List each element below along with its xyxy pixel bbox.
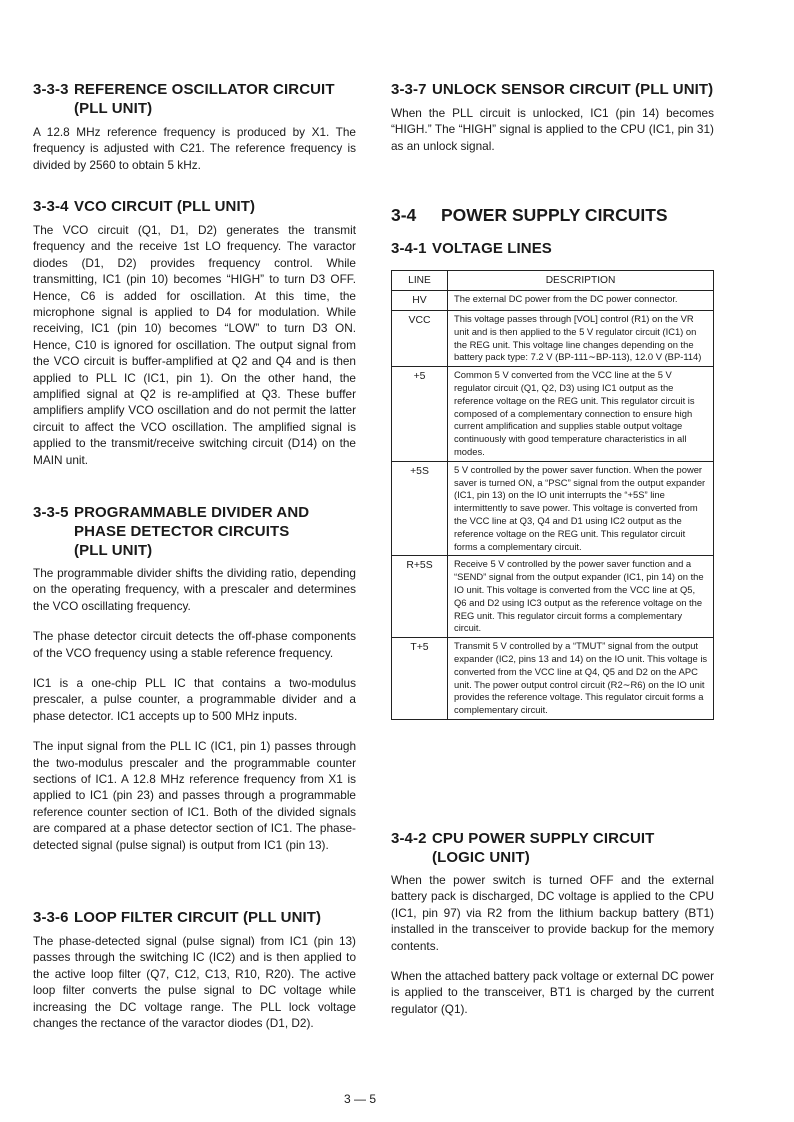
page-number: 3 — 5 [343, 1092, 376, 1106]
section-number: 3-3-4 [33, 198, 69, 215]
table-row [392, 291, 714, 311]
table-row [392, 367, 714, 462]
section-number: 3-4-1 [391, 240, 427, 257]
section-paragraph: The input signal from the PLL IC (IC1, pin 1) passes through the two-modulus prescaler and the programmable counter sections of IC1. A 12.8 MHz reference frequency from X1 is applied to IC1 (pin 23) and passes through a programmable reference counter section of IC1. Both of the divided signals are compared at a phase detector section of IC1. The phase-detected signal (pulse signal) is output from IC1 (pin 13). [33, 739, 356, 852]
section-number: 3-3-5 [33, 504, 69, 521]
section-3-3-3 [33, 80, 356, 173]
section-number: 3-3-7 [391, 81, 427, 98]
description-cell: Receive 5 V controlled by the power saver function and a “SEND” signal from the output expander (IC1, pin 14) on the IO unit. This voltage is converted from the VCC line at Q5, Q6 and D2 using IC3 output as the reference voltage on the REG unit. This regulator circuit forms a complementary circuit. [448, 556, 714, 638]
section-3-3-7 [391, 80, 714, 154]
section-3-4 [391, 204, 714, 226]
section-heading [391, 80, 714, 99]
column-header-line: LINE [392, 271, 448, 291]
section-body: The VCO circuit (Q1, D1, D2) generates the transmit frequency and the receive 1st LO frequency. The varactor diodes (D1, D2) provides frequency control. While transmitting, IC1 (pin 10) becomes “HIGH” to turn D3 OFF. Hence, C6 is added for oscillation. At this time, the microphone signal is applied to D4 for modulation. While receiving, IC1 (pin 10) becomes “LOW” to turn D3 ON. Hence, C10 is ignored for oscillation. The output signal from the VCO circuit is buffer-amplified at Q2 and Q4 and is then applied to PLL IC (IC1, pin 1). On the other hand, the amplified signal at Q2 is re-amplified at Q3. These buffer amplifiers amplify VCO oscillation and do not permit the latter circuit to affect the VCO oscillation. The amplified signal is applied to the transmit/receive switching circuit (D14) on the MAIN unit. [33, 223, 356, 467]
description-cell: Transmit 5 V controlled by a “TMUT” signal from the output expander (IC2, pins 13 and 14) on the IO unit. This voltage is converted from the VCC line at Q4, Q5 and D2 on the APC unit. The power output control circuit (R2∼R6) on the IO unit provides the reference voltage. This regulator circuit forms a complementary circuit. [448, 638, 714, 720]
section-number: 3-3-3 [33, 81, 69, 98]
section-title-line1: CPU POWER SUPPLY CIRCUIT [432, 830, 655, 847]
table-row [392, 311, 714, 367]
section-title-line2: (LOGIC UNIT) [432, 849, 530, 866]
description-cell: 5 V controlled by the power saver function. When the power saver is turned ON, a “PSC” signal from the output expander (IC1, pin 13) on the IO unit interrupts the “+5S” line intermittently to save power. This voltage is converted from the VCC line at Q3, Q4 and D1 using IC2 output as the reference voltage on the REG unit. This regulator circuit forms a complementary circuit. [448, 461, 714, 556]
section-paragraph: The phase detector circuit detects the off-phase components of the VCO frequency using a stable reference frequency. [33, 629, 356, 660]
table-row [392, 461, 714, 556]
section-number: 3-4-2 [391, 830, 427, 847]
section-heading [33, 197, 356, 216]
chapter-title: POWER SUPPLY CIRCUITS [441, 205, 668, 225]
description-cell: Common 5 V converted from the VCC line at the 5 V regulator circuit (Q1, Q2, D3) using IC1 output as the reference voltage on the REG unit. This regulator circuit is composed of a complementary connection to ensure high current amplification and supplies stable output voltage continuously with good temperature characteristics in all modes. [448, 367, 714, 462]
line-cell: T+5 [392, 638, 448, 720]
line-cell: +5S [392, 461, 448, 556]
section-body: When the PLL circuit is unlocked, IC1 (pin 14) becomes “HIGH.” The “HIGH” signal is applied to the CPU (IC1, pin 31) as an unlock signal. [391, 106, 714, 153]
section-title-line1: UNLOCK SENSOR CIRCUIT (PLL UNIT) [432, 81, 714, 98]
section-title-line1: VCO CIRCUIT (PLL UNIT) [74, 198, 256, 215]
line-cell: VCC [392, 311, 448, 367]
section-number: 3-3-6 [33, 909, 69, 926]
section-body: A 12.8 MHz reference frequency is produced by X1. The frequency is adjusted with C21. The reference frequency is divided by 2560 to obtain 5 kHz. [33, 125, 356, 172]
description-cell: The external DC power from the DC power connector. [448, 291, 714, 311]
line-cell: HV [392, 291, 448, 311]
column-header-description: DESCRIPTION [448, 271, 714, 291]
section-paragraph: IC1 is a one-chip PLL IC that contains a two-modulus prescaler, a pulse counter, a programmable divider and a phase detector. IC1 accepts up to 500 MHz inputs. [33, 676, 356, 723]
section-body: The phase-detected signal (pulse signal) from IC1 (pin 13) passes through the switching IC (IC2) and is then applied to the active loop filter (Q7, C12, C13, R10, R20). The active loop filter converts the pulse signal to DC voltage while increasing the DC voltage range. The PLL lock voltage changes the rectance of the varactor diodes (D1, D2). [33, 934, 356, 1031]
section-number: 3-4 [391, 205, 417, 225]
section-title-line1: PROGRAMMABLE DIVIDER AND [74, 504, 310, 521]
section-3-3-5 [33, 503, 356, 853]
section-heading [391, 239, 714, 258]
section-paragraph: When the power switch is turned OFF and the external battery pack is discharged, DC voltage is applied to the CPU (IC1, pin 97) via R2 from the lithium backup battery (BT1) installed in the transceiver to provide backup for the memory contents. [391, 873, 714, 953]
section-title-line1: REFERENCE OSCILLATOR CIRCUIT [74, 81, 335, 98]
chapter-heading [391, 204, 714, 226]
line-cell: R+5S [392, 556, 448, 638]
section-heading [391, 829, 714, 867]
section-title-line1: VOLTAGE LINES [432, 240, 552, 257]
section-paragraph: The programmable divider shifts the dividing ratio, depending on the operating frequency, with a prescaler and determines the VCO oscillating frequency. [33, 566, 356, 613]
section-3-3-4 [33, 197, 356, 468]
voltage-lines-table [391, 270, 714, 720]
section-3-3-6 [33, 908, 356, 1031]
section-heading [33, 503, 356, 560]
section-heading [33, 908, 356, 927]
table-row [392, 556, 714, 638]
section-title-line2: (PLL UNIT) [74, 100, 153, 117]
section-title-line3: (PLL UNIT) [74, 542, 153, 559]
section-paragraph: When the attached battery pack voltage or external DC power is applied to the transceiver, BT1 is charged by the current regulator (Q1). [391, 969, 714, 1016]
table-row [392, 638, 714, 720]
section-title-line1: LOOP FILTER CIRCUIT (PLL UNIT) [74, 909, 322, 926]
section-title-line2: PHASE DETECTOR CIRCUITS [74, 523, 290, 540]
section-3-4-1 [391, 239, 714, 258]
section-3-4-2 [391, 829, 714, 1017]
section-heading [33, 80, 356, 118]
description-cell: This voltage passes through [VOL] control (R1) on the VR unit and is then applied to the 5 V regulator circuit (IC1) on the REG unit. This voltage line changes depending on the battery pack type: 7.2 V (BP-111∼BP-113), 12.0 V (BP-114) [448, 311, 714, 367]
line-cell: +5 [392, 367, 448, 462]
table-header-row [392, 271, 714, 291]
